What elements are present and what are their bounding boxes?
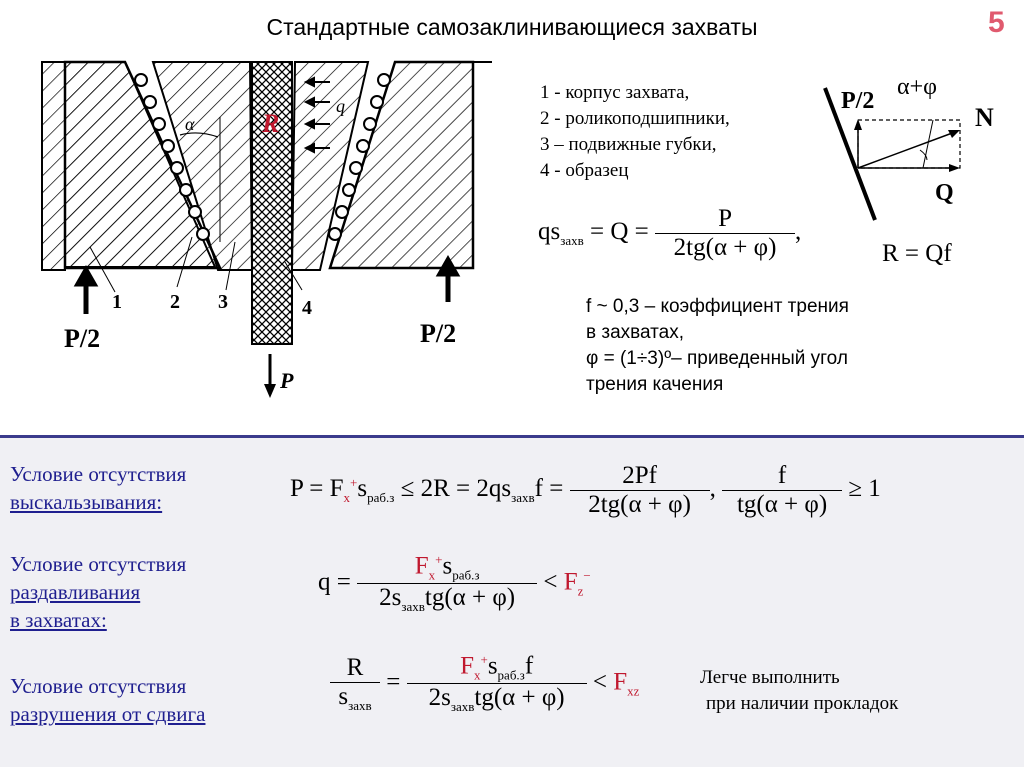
equation-slip bbox=[290, 462, 881, 519]
eq-text: ≤ 2R = 2qs bbox=[400, 475, 512, 503]
fraction bbox=[357, 552, 537, 615]
fraction-numerator: 2Pf bbox=[622, 462, 657, 489]
force-n-label: N bbox=[975, 103, 994, 132]
p-label: P bbox=[280, 368, 294, 393]
side-note-line: Легче выполнить bbox=[700, 667, 840, 688]
condition-line: Условие отсутствия bbox=[10, 674, 187, 698]
eq-text: 2s bbox=[379, 584, 402, 612]
eq-text: s bbox=[338, 682, 349, 710]
slide-number: 5 bbox=[988, 6, 1005, 39]
fraction-denominator bbox=[330, 682, 380, 714]
eq-text: = bbox=[386, 668, 401, 696]
eq-text: ≥ 1 bbox=[848, 475, 881, 503]
eq-text: F bbox=[563, 568, 578, 596]
eq-sup: + bbox=[349, 474, 358, 490]
eq-text: f = bbox=[534, 475, 564, 503]
gripper-figure bbox=[30, 52, 510, 412]
eq-text: F bbox=[613, 668, 628, 696]
condition-line: Условие отсутствия bbox=[10, 462, 187, 486]
note-line: f ~ 0,3 – коэффициент трения bbox=[586, 296, 849, 317]
fraction bbox=[570, 462, 710, 519]
equation-crush bbox=[318, 552, 591, 615]
label-3: 3 bbox=[218, 291, 228, 313]
eq-sub: раб.з bbox=[452, 567, 480, 583]
fraction-denominator: 2tg(α + φ) bbox=[655, 233, 795, 262]
legend-item: 2 - роликоподшипники, bbox=[540, 108, 730, 129]
eq-sub: раб.з bbox=[367, 490, 395, 506]
formula-r: R = Qf bbox=[882, 240, 952, 267]
condition-line: выскальзывания: bbox=[10, 490, 163, 514]
eq-text: tg(α + φ) bbox=[424, 584, 516, 612]
eq-sub: захв bbox=[450, 699, 475, 715]
force-p-half-label: P/2 bbox=[841, 88, 875, 114]
eq-text: < bbox=[592, 668, 607, 696]
eq-text: q = bbox=[318, 568, 351, 596]
eq-text: s bbox=[357, 475, 368, 503]
eq-text: F bbox=[460, 652, 474, 680]
eq-sup: + bbox=[480, 652, 488, 667]
fraction-denominator: tg(α + φ) bbox=[722, 490, 842, 519]
side-note bbox=[700, 665, 898, 717]
eq-text: f bbox=[524, 652, 534, 680]
eq-text: s bbox=[487, 652, 498, 680]
note-line: в захватах, bbox=[586, 322, 685, 343]
force-diagram bbox=[815, 70, 1010, 230]
eq-sub: захв bbox=[348, 697, 372, 713]
fraction-numerator: f bbox=[777, 462, 787, 489]
condition-shear bbox=[10, 672, 205, 728]
legend bbox=[540, 80, 730, 184]
formula-text: qs bbox=[538, 218, 561, 246]
eq-sub: z bbox=[577, 583, 584, 599]
condition-slip bbox=[10, 460, 186, 516]
note-line: φ = (1÷3)º– приведенный угол bbox=[586, 348, 848, 369]
fraction-numerator bbox=[357, 552, 537, 583]
fraction-denominator bbox=[407, 683, 587, 715]
eq-sub: раб.з bbox=[497, 667, 525, 683]
fraction-denominator: 2tg(α + φ) bbox=[570, 490, 710, 519]
specimen bbox=[252, 62, 292, 344]
side-note-line: при наличии прокладок bbox=[706, 693, 899, 714]
force-q-label: Q bbox=[935, 180, 954, 206]
formula-text: , bbox=[795, 218, 802, 246]
formula-text: = Q = bbox=[590, 218, 649, 246]
slide-title: Стандартные самозаклинивающиеся захваты bbox=[266, 14, 758, 40]
eq-sup: + bbox=[435, 552, 443, 567]
eq-sub: xz bbox=[627, 683, 640, 699]
force-angle-label: α+φ bbox=[897, 74, 937, 100]
eq-text: s bbox=[442, 552, 453, 580]
notes bbox=[586, 294, 849, 398]
eq-sub: захв bbox=[511, 490, 535, 506]
legend-item: 1 - корпус захвата, bbox=[540, 82, 690, 103]
fraction-denominator bbox=[357, 583, 537, 615]
eq-text: < bbox=[543, 568, 558, 596]
fraction-numerator bbox=[407, 652, 587, 683]
eq-text: 2s bbox=[428, 684, 451, 712]
condition-line: раздавливания bbox=[10, 580, 141, 604]
eq-sub: x bbox=[473, 667, 481, 683]
eq-text: tg(α + φ) bbox=[474, 684, 565, 712]
formula-sub: захв bbox=[560, 233, 584, 249]
r-label: R bbox=[262, 109, 280, 138]
eq-text: F bbox=[414, 552, 429, 580]
condition-line: в захватах: bbox=[10, 608, 107, 632]
eq-text: , bbox=[709, 475, 716, 503]
eq-sub: x bbox=[428, 567, 436, 583]
fraction bbox=[330, 654, 380, 714]
fraction-numerator: P bbox=[718, 205, 732, 232]
equation-shear bbox=[330, 652, 639, 715]
note-line: трения качения bbox=[586, 374, 724, 395]
eq-sup: − bbox=[583, 568, 591, 584]
legend-item: 3 – подвижные губки, bbox=[540, 134, 717, 155]
eq-sub: x bbox=[343, 490, 350, 506]
condition-line: Условие отсутствия bbox=[10, 552, 187, 576]
fraction bbox=[655, 205, 795, 262]
condition-line: разрушения от сдвига bbox=[10, 702, 206, 726]
p-half-right-label: P/2 bbox=[420, 319, 457, 348]
formula-q bbox=[538, 205, 801, 262]
fraction-numerator: R bbox=[346, 653, 364, 681]
alpha-label: α bbox=[185, 114, 195, 134]
p-half-left-label: P/2 bbox=[64, 324, 101, 353]
eq-sub: захв bbox=[401, 599, 425, 615]
q-label: q bbox=[336, 96, 345, 116]
condition-crush bbox=[10, 550, 186, 634]
legend-item: 4 - образец bbox=[540, 160, 629, 181]
eq-text: P = F bbox=[290, 475, 344, 503]
fraction bbox=[722, 462, 842, 519]
label-1: 1 bbox=[112, 291, 122, 313]
fraction bbox=[407, 652, 587, 715]
label-2: 2 bbox=[170, 291, 180, 313]
label-4: 4 bbox=[302, 297, 312, 319]
